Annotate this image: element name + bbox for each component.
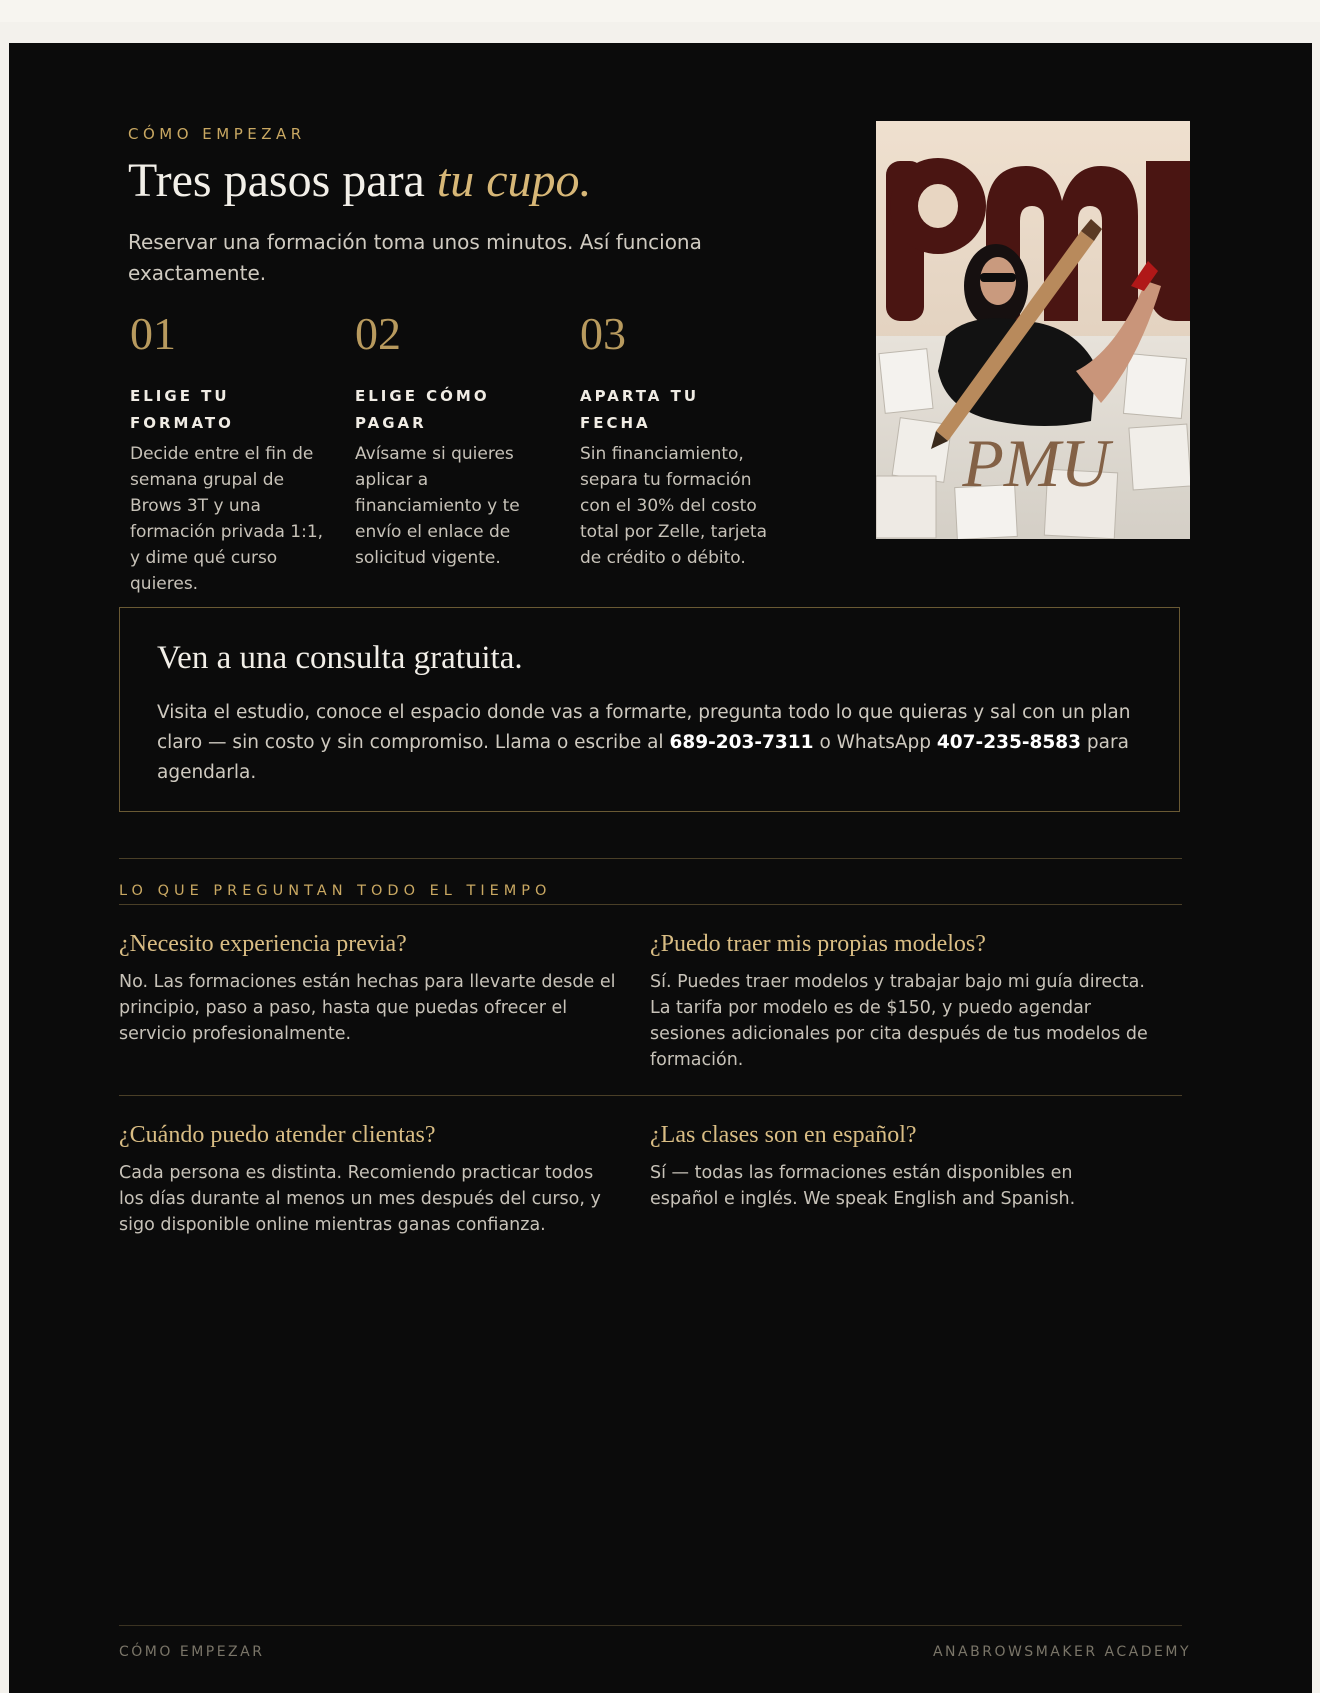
- step-body: Avísame si quieres aplicar a financiamiento y te envío el enlace de solicitud vigente.: [355, 444, 520, 568]
- faq-item: [650, 1120, 1110, 1212]
- step-2: [355, 308, 535, 571]
- divider: [119, 904, 1182, 905]
- consultation-callout: [119, 607, 1180, 812]
- step-3: [580, 308, 770, 571]
- step-number: 03: [580, 308, 626, 359]
- how-to-start-section: [9, 43, 1312, 1693]
- consult-body-text: para agendarla.: [157, 732, 1129, 783]
- faq-answer: Sí. Puedes traer modelos y trabajar bajo mi guía directa. La tarifa por modelo es de $150, y puedo agendar sesiones adicionales por cita después de tus modelos de formación.: [650, 972, 1148, 1070]
- step-body: Decide entre el fin de semana grupal de Brows 3T y una formación privada 1:1, y dime qué curso quieres.: [130, 444, 324, 594]
- faq-answer: Cada persona es distinta. Recomiendo practicar todos los días durante al menos un mes después del curso, y sigo disponible online mientras ganas confianza.: [119, 1163, 601, 1235]
- divider: [119, 858, 1182, 859]
- faq-item: [650, 929, 1150, 1073]
- faq-question: ¿Las clases son en español?: [650, 1122, 917, 1148]
- step-1: [130, 308, 330, 597]
- step-title: ELIGE CÓMO PAGAR: [355, 387, 490, 432]
- consult-body-text: o WhatsApp: [813, 732, 937, 753]
- faq-item: [119, 929, 619, 1047]
- top-bar: [0, 0, 1320, 22]
- step-title: APARTA TU FECHA: [580, 387, 700, 432]
- faq-eyebrow: LO QUE PREGUNTAN TODO EL TIEMPO: [119, 883, 552, 899]
- consult-body-text: Visita el estudio, conoce el espacio donde vas a formarte, pregunta todo lo que quieras y sal con un plan claro — sin costo y sin compromiso. Llama o escribe al: [157, 702, 1131, 753]
- faq-question: ¿Cuándo puedo atender clientas?: [119, 1122, 436, 1148]
- footer-section-label: CÓMO EMPEZAR: [119, 1644, 265, 1660]
- section-title-main: Tres pasos para: [128, 154, 437, 207]
- step-title: ELIGE TU FORMATO: [130, 387, 234, 432]
- section-title-accent: tu cupo.: [436, 154, 592, 207]
- faq-question: ¿Necesito experiencia previa?: [119, 931, 407, 957]
- step-body: Sin financiamiento, separa tu formación con el 30% del costo total por Zelle, tarjeta de crédito o débito.: [580, 444, 768, 568]
- consult-whatsapp-link[interactable]: 407-235-8583: [936, 732, 1082, 753]
- consult-title: Ven a una consulta gratuita.: [157, 640, 523, 676]
- step-number: 01: [130, 308, 176, 359]
- footer-divider: [119, 1625, 1182, 1626]
- faq-answer: No. Las formaciones están hechas para llevarte desde el principio, paso a paso, hasta que puedas ofrecer el servicio profesionalmente.: [119, 972, 616, 1044]
- academy-photo: [876, 121, 1190, 539]
- section-eyebrow: CÓMO EMPEZAR: [128, 125, 306, 143]
- consult-phone-link[interactable]: 689-203-7311: [669, 732, 814, 753]
- consult-body: [157, 698, 1147, 788]
- divider: [119, 1095, 1182, 1096]
- faq-item: [119, 1120, 619, 1238]
- footer-brand: ANABROWSMAKER ACADEMY: [932, 1644, 1191, 1660]
- section-lead: Reservar una formación toma unos minutos. Así funciona exactamente.: [128, 230, 702, 285]
- faq-question: ¿Puedo traer mis propias modelos?: [650, 931, 986, 957]
- step-number: 02: [355, 308, 401, 359]
- faq-answer: Sí — todas las formaciones están disponibles en español e inglés. We speak English and Spanish.: [650, 1163, 1076, 1209]
- photo-floor-text: PMU: [962, 425, 1110, 501]
